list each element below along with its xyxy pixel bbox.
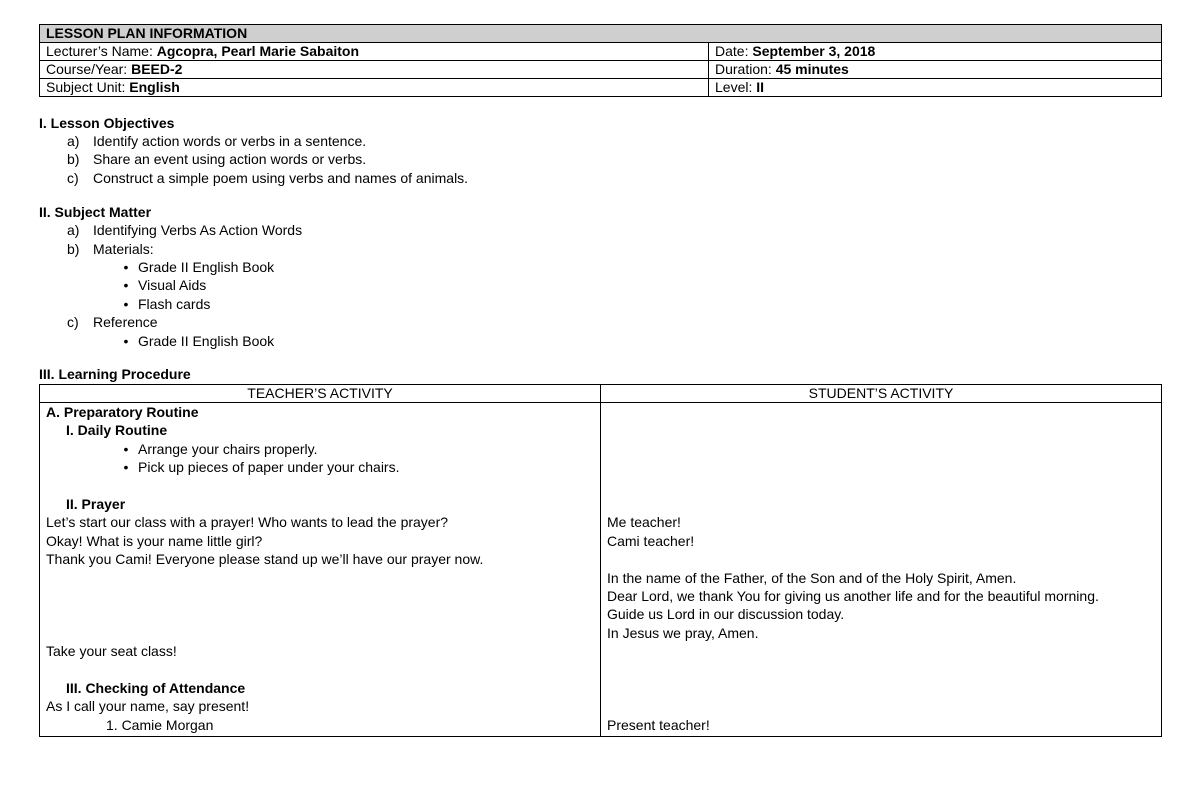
- attendance-item: 1. Camie Morgan: [106, 716, 214, 733]
- level-cell: [709, 79, 1162, 97]
- material-item: • Flash cards: [39, 295, 1161, 313]
- course-value: BEED-2: [131, 61, 183, 77]
- reference-item: • Grade II English Book: [39, 332, 1161, 350]
- lecturer-value: Agcopra, Pearl Marie Sabaiton: [156, 43, 360, 59]
- prayer-title: II. Prayer: [66, 496, 126, 513]
- teacher-line: Take your seat class!: [46, 643, 177, 660]
- objective-item: a) Identify action words or verbs in a sentence.: [67, 133, 367, 149]
- lesson-plan-page: [39, 24, 1161, 737]
- teacher-line: Thank you Cami! Everyone please stand up we’ll have our prayer now.: [46, 551, 484, 568]
- subject-matter-item: c) Reference: [67, 314, 158, 331]
- student-activity-header: STUDENT’S ACTIVITY: [601, 385, 1162, 403]
- prep-routine-title: A. Preparatory Routine: [46, 404, 199, 421]
- bullet-icon: •: [123, 440, 129, 457]
- student-line: In the name of the Father, of the Son and of the Holy Spirit, Amen.: [607, 569, 1017, 586]
- info-table-title: LESSON PLAN INFORMATION: [40, 25, 1162, 43]
- bullet-icon: •: [123, 277, 129, 294]
- student-line: In Jesus we pray, Amen.: [607, 624, 759, 641]
- teacher-activity-header: TEACHER’S ACTIVITY: [40, 385, 601, 403]
- material-item: • Grade II English Book: [39, 258, 1161, 276]
- daily-routine-title: I. Daily Routine: [66, 422, 168, 439]
- daily-routine-item: • Arrange your chairs properly.: [46, 440, 594, 458]
- student-line: Guide us Lord in our discussion today.: [607, 606, 845, 623]
- bullet-icon: •: [123, 259, 129, 276]
- teacher-activity-cell: [40, 403, 601, 737]
- subject-cell: [40, 79, 709, 97]
- level-label: Level:: [715, 79, 757, 95]
- objective-item: b) Share an event using action words or verbs.: [67, 151, 367, 168]
- duration-value: 45 minutes: [775, 61, 849, 77]
- bullet-icon: •: [123, 295, 129, 312]
- bullet-icon: •: [123, 332, 129, 349]
- student-activity-cell: [601, 403, 1162, 737]
- subject-value: English: [129, 79, 180, 95]
- date-label: Date:: [715, 43, 753, 59]
- course-label: Course/Year:: [46, 61, 132, 77]
- attendance-title: III. Checking of Attendance: [66, 680, 246, 697]
- student-line: Present teacher!: [607, 716, 710, 733]
- bullet-icon: •: [123, 459, 129, 476]
- date-value: September 3, 2018: [752, 43, 876, 59]
- daily-routine-item: • Pick up pieces of paper under your chairs.: [46, 458, 594, 476]
- objective-item: c) Construct a simple poem using verbs and names of animals.: [67, 169, 469, 186]
- date-cell: [709, 43, 1162, 61]
- teacher-line: Okay! What is your name little girl?: [46, 532, 263, 549]
- student-line: Dear Lord, we thank You for giving us another life and for the beautiful morning.: [607, 588, 1099, 605]
- subject-label: Subject Unit:: [46, 79, 130, 95]
- lesson-info-table: [39, 24, 1162, 97]
- objectives-heading: I. Lesson Objectives: [39, 115, 175, 131]
- subject-matter-heading: II. Subject Matter: [39, 204, 152, 221]
- procedure-heading: III. Learning Procedure: [39, 366, 191, 383]
- material-item: • Visual Aids: [39, 276, 1161, 294]
- level-value: II: [756, 79, 765, 95]
- student-line: Me teacher!: [607, 514, 681, 531]
- duration-label: Duration:: [715, 61, 776, 77]
- lecturer-cell: [40, 43, 709, 61]
- teacher-line: Let’s start our class with a prayer! Who wants to lead the prayer?: [46, 514, 449, 531]
- student-line: Cami teacher!: [607, 532, 695, 549]
- subject-matter-item: a) Identifying Verbs As Action Words: [67, 222, 303, 239]
- procedure-table: [39, 384, 1162, 737]
- course-cell: [40, 61, 709, 79]
- teacher-line: As I call your name, say present!: [46, 698, 250, 715]
- duration-cell: [709, 61, 1162, 79]
- subject-matter-item: b) Materials:: [67, 240, 154, 257]
- lecturer-label: Lecturer’s Name:: [46, 43, 157, 59]
